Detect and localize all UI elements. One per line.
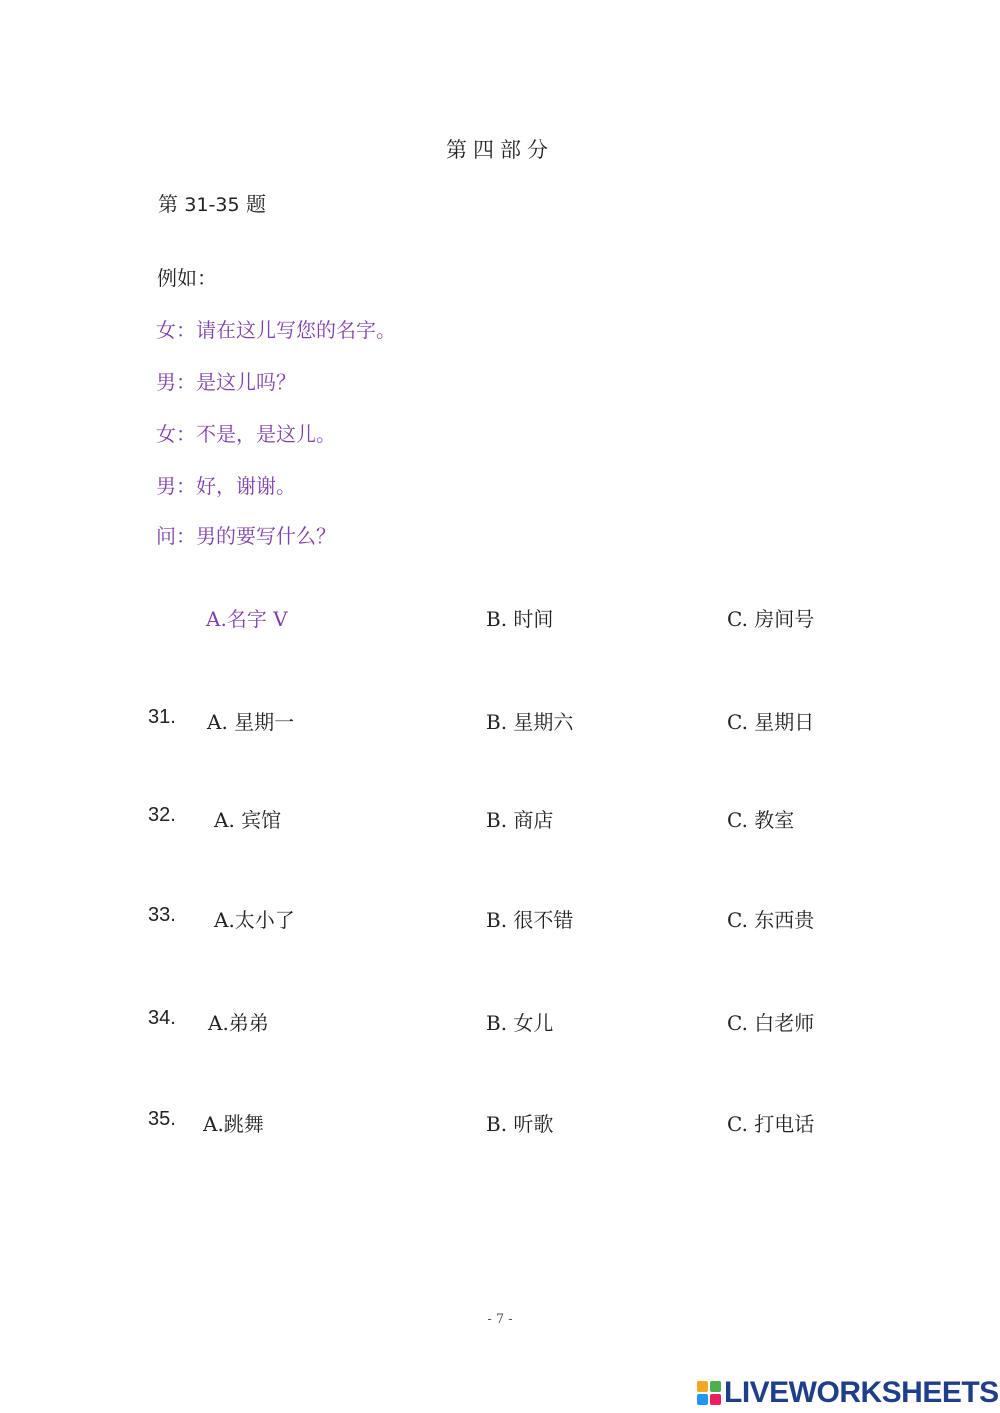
dialogue-line: 男：好，谢谢。	[156, 474, 296, 498]
example-option-c: C. 房间号	[727, 607, 815, 631]
question-range-numbers: 31-35	[184, 194, 240, 216]
example-label: 例如：	[157, 266, 217, 290]
question-number: 31.	[148, 706, 176, 728]
question-range-suffix: 题	[245, 192, 266, 216]
example-option-a: A.名字 V	[206, 607, 288, 631]
option-a[interactable]: A.弟弟	[208, 1011, 269, 1035]
page-number: - 7 -	[487, 1312, 513, 1327]
option-a[interactable]: A.跳舞	[203, 1112, 264, 1136]
option-a[interactable]: A. 星期一	[207, 710, 295, 734]
dialogue-line: 男：是这儿吗？	[156, 370, 296, 394]
option-b[interactable]: B. 很不错	[486, 908, 574, 932]
option-c[interactable]: C. 东西贵	[727, 908, 815, 932]
option-b[interactable]: B. 听歌	[486, 1112, 554, 1136]
question-range-prefix: 第	[158, 192, 178, 216]
dialogue-question: 问：男的要写什么？	[156, 524, 336, 548]
option-c[interactable]: C. 星期日	[727, 710, 815, 734]
brand-name: LIVEWORKSHEETS	[724, 1376, 999, 1409]
option-c[interactable]: C. 打电话	[727, 1112, 815, 1136]
question-number: 35.	[148, 1108, 176, 1130]
option-b[interactable]: B. 女儿	[486, 1011, 554, 1035]
question-range	[158, 188, 266, 217]
option-a[interactable]: A. 宾馆	[214, 808, 282, 832]
dialogue-line: 女：请在这儿写您的名字。	[156, 318, 396, 342]
question-number: 33.	[148, 904, 176, 926]
option-b[interactable]: B. 商店	[486, 808, 554, 832]
question-number: 32.	[148, 804, 176, 826]
question-number: 34.	[148, 1007, 176, 1029]
example-option-b: B. 时间	[486, 607, 554, 631]
option-a[interactable]: A.太小了	[214, 908, 295, 932]
liveworksheets-logo-icon	[697, 1381, 721, 1405]
liveworksheets-logo	[697, 1377, 999, 1409]
option-c[interactable]: C. 教室	[727, 808, 795, 832]
section-title: 第四部分	[446, 138, 554, 162]
dialogue-line: 女：不是，是这儿。	[156, 422, 336, 446]
option-c[interactable]: C. 白老师	[727, 1011, 815, 1035]
option-b[interactable]: B. 星期六	[486, 710, 574, 734]
